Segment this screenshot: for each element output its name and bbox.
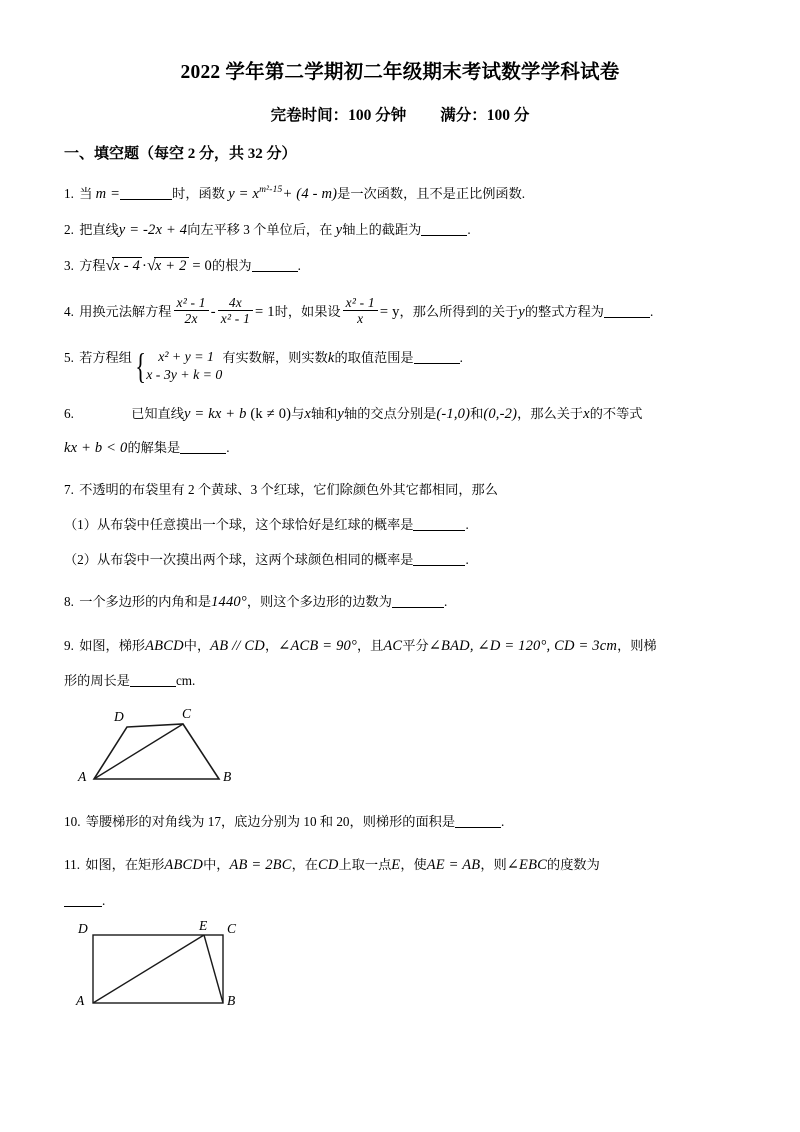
question-6-text-c: 轴和	[311, 405, 338, 421]
question-4	[64, 295, 736, 327]
question-7-sub2-text: （2）从布袋中一次摸出两个球，这两个球颜色相同的概率是	[64, 551, 414, 567]
question-5-text-b: 有实数解，则实数	[222, 350, 328, 366]
question-11-text-d: 上取一点	[338, 856, 392, 872]
question-9-line-1	[64, 635, 736, 657]
question-9	[64, 635, 736, 691]
question-7-sub1-blank[interactable]	[413, 518, 465, 531]
question-7-sub2-period: .	[465, 551, 469, 567]
question-6-math-y: y	[337, 405, 345, 422]
question-6-inequality: kx + b < 0	[64, 439, 128, 456]
q4-equals-one: = 1	[255, 304, 275, 321]
question-9-text-a: 如图，梯形	[79, 637, 146, 653]
question-5-period: .	[459, 350, 463, 366]
q1-fn-base: y = x	[228, 185, 260, 202]
q1-fn-tail: + (4 - m)	[282, 185, 338, 202]
question-9-text-g: 形的周长是	[64, 672, 130, 688]
question-2-number: 2.	[64, 221, 74, 237]
question-5	[64, 347, 736, 385]
question-6-line-2	[64, 437, 736, 459]
question-1-math-function	[228, 186, 337, 202]
exam-duration: 完卷时间：100 分钟	[270, 107, 407, 124]
question-11-line-1	[64, 854, 736, 876]
question-7-stem-text: 不透明的布袋里有 2 个黄球、3 个红球，它们除颜色外其它都相同，那么	[79, 481, 498, 497]
question-9-math-conditions: ∠BAD, ∠D = 120°, CD = 3cm	[428, 637, 618, 654]
question-10-number: 10.	[64, 813, 81, 829]
question-1-text-a: 当	[79, 185, 93, 201]
question-11-period: .	[102, 892, 106, 908]
question-7	[64, 479, 736, 570]
question-9-text-c: ，	[264, 637, 279, 653]
question-11-text-f: ，则	[480, 856, 507, 872]
question-2-text-b: 向左平移 3 个单位后，在	[187, 221, 333, 237]
question-2-text-c: 轴上的截距为	[342, 221, 422, 237]
figure-trapezoid	[64, 707, 264, 797]
question-3-blank[interactable]	[252, 259, 298, 272]
question-6-blank[interactable]	[180, 441, 226, 454]
question-9-math-ac: AC	[383, 637, 403, 654]
q1-fn-exponent: m²-15	[259, 185, 283, 195]
question-6-point-1: (-1,0)	[436, 405, 471, 422]
question-3-text-a: 方程	[79, 257, 106, 273]
question-6-number: 6.	[64, 405, 74, 421]
question-6-math-x: x	[304, 405, 311, 422]
question-11-number: 11.	[64, 856, 80, 872]
question-9-text-b: 中，	[183, 637, 211, 653]
segment-eb	[204, 935, 223, 1003]
q4-fraction-2	[218, 295, 253, 327]
question-5-math-k: k	[327, 350, 335, 367]
rectangle-label-e: E	[199, 917, 208, 933]
question-1-math-m: m =	[95, 185, 121, 202]
question-6-text-f: ，那么关于	[517, 405, 584, 421]
q5-equation-row-2: x - 3y + k = 0	[146, 367, 223, 383]
q4-frac1-denominator: 2x	[174, 310, 209, 327]
q4-equals-y: = y	[379, 304, 400, 321]
question-5-equation-system	[132, 348, 222, 385]
question-5-number: 5.	[64, 350, 74, 366]
question-11-math-e: E	[391, 856, 401, 873]
question-4-equation	[172, 294, 275, 327]
question-3-math	[106, 258, 212, 274]
question-9-math-parallel: AB // CD	[210, 637, 265, 654]
question-2	[64, 219, 736, 241]
question-1-text-c: 是一次函数，且不是正比例函数.	[337, 185, 526, 201]
question-5-blank[interactable]	[414, 351, 460, 364]
question-8-blank[interactable]	[392, 595, 444, 608]
question-8-period: .	[443, 593, 448, 609]
question-9-line-2	[64, 670, 736, 691]
question-6	[64, 403, 736, 459]
question-3	[64, 255, 736, 277]
question-6-text-e: 和	[470, 405, 484, 421]
question-11-text-c: ，在	[291, 856, 318, 872]
question-11-math-angle-ebc: ∠EBC	[506, 856, 548, 873]
question-11-line-2	[64, 890, 736, 911]
question-2-math-y: y	[335, 221, 343, 238]
question-11-math-ab-2bc: AB = 2BC	[229, 856, 292, 873]
question-1	[64, 180, 736, 205]
trapezoid-label-b: B	[223, 768, 232, 784]
question-7-sub-2	[64, 549, 736, 570]
question-6-text-d: 轴的交点分别是	[344, 405, 437, 421]
question-3-period: .	[297, 257, 301, 273]
segment-ae	[93, 935, 204, 1003]
question-6-line-1	[64, 403, 736, 425]
question-7-sub2-blank[interactable]	[413, 553, 465, 566]
question-11-text-a: 如图，在矩形	[85, 856, 165, 872]
question-7-sub1-text: （1）从布袋中任意摸出一个球，这个球恰好是红球的概率是	[64, 516, 414, 532]
question-11-text-e: ，使	[400, 856, 427, 872]
q4-frac1-numerator: x² - 1	[176, 294, 206, 310]
question-3-number: 3.	[64, 257, 74, 273]
question-1-text-b: 时，函数	[172, 185, 225, 201]
question-7-stem	[64, 479, 736, 500]
question-7-sub1-period: .	[465, 516, 469, 532]
question-11-blank[interactable]	[64, 894, 102, 907]
question-11-math-cd: CD	[317, 856, 339, 873]
q3-radicand-1: x - 4	[113, 257, 141, 274]
question-4-text-a: 用换元法解方程	[79, 304, 172, 320]
question-6-point-2: (0,-2)	[483, 405, 518, 422]
question-9-text-f: ，则梯	[617, 637, 657, 653]
question-5-text-c: 的取值范围是	[334, 350, 414, 366]
question-10	[64, 811, 736, 832]
question-4-math-y: y	[518, 304, 525, 321]
q3-radicand-2: x + 2	[154, 257, 187, 274]
q5-system-rows	[146, 348, 222, 385]
q6-line-equation: y = kx + b	[183, 405, 247, 422]
q5-equation-row-1: x² + y = 1	[158, 348, 214, 364]
question-11-math-ae-ab: AE = AB	[426, 856, 481, 873]
rectangle-label-d: D	[78, 920, 88, 936]
q3-radical-2	[147, 255, 188, 277]
question-10-text: 等腰梯形的对角线为 17，底边分别为 10 和 20，则梯形的面积是	[85, 813, 456, 829]
page-title: 2022 学年第二学期初二年级期末考试数学学科试卷	[180, 62, 620, 83]
trapezoid-diagonal-ac	[94, 724, 183, 779]
question-8-text-b: ，则这个多边形的边数为	[246, 593, 392, 609]
q6-k-condition: (k ≠ 0)	[250, 405, 292, 422]
question-4-text-d: 的整式方程为	[524, 304, 604, 320]
question-9-text-d: ，且	[357, 637, 384, 653]
rectangle-label-b: B	[227, 992, 236, 1008]
question-11-math-abcd: ABCD	[164, 856, 204, 873]
figure-rectangle	[64, 919, 264, 1015]
question-1-number: 1.	[64, 185, 74, 201]
question-11	[64, 854, 736, 911]
question-10-period: .	[501, 813, 505, 829]
question-1-blank[interactable]	[120, 187, 172, 200]
q4-fraction-3	[343, 295, 378, 327]
q4-frac3-numerator: x² - 1	[345, 294, 375, 310]
question-5-text-a: 若方程组	[79, 350, 132, 366]
question-4-number: 4.	[64, 304, 74, 320]
question-2-period: .	[467, 221, 471, 237]
question-3-text-b: 的根为	[212, 257, 252, 273]
question-2-text-a: 把直线	[79, 221, 119, 237]
question-9-math-abcd: ABCD	[145, 637, 184, 654]
question-4-period: .	[649, 304, 654, 320]
exam-meta-line	[64, 104, 736, 128]
question-6-period: .	[226, 439, 230, 455]
question-4-text-b: 时，如果设	[274, 304, 341, 320]
question-8	[64, 591, 736, 613]
question-7-number: 7.	[64, 481, 74, 497]
question-8-text-a: 一个多边形的内角和是	[79, 593, 212, 609]
trapezoid-label-a: A	[78, 768, 87, 784]
question-6-text-h: 的解集是	[127, 439, 181, 455]
q3-multiply-dot: ·	[142, 257, 148, 274]
question-6-text-a: 已知直线	[131, 405, 184, 421]
question-8-angle-sum: 1440°	[211, 593, 247, 610]
question-4-text-c: ，那么所得到的关于	[399, 304, 519, 320]
question-9-math-angle-acb: ∠ACB = 90°	[278, 637, 357, 654]
radical-sign-icon: √	[105, 256, 115, 274]
question-6-math-line	[184, 406, 291, 422]
question-4-blank[interactable]	[604, 305, 650, 318]
rectangle-label-a: A	[76, 992, 85, 1008]
question-9-unit: cm.	[175, 672, 196, 688]
q4-frac2-numerator: 4x	[228, 294, 242, 310]
trapezoid-svg	[64, 707, 264, 797]
question-6-text-g: 的不等式	[589, 405, 643, 421]
question-6-text-b: 与	[291, 405, 305, 421]
q3-radical-1	[106, 255, 142, 277]
trapezoid-outline	[94, 724, 219, 779]
q4-frac3-denominator: x	[343, 310, 378, 327]
left-brace-icon: {	[135, 346, 146, 387]
question-11-text-g: 的度数为	[547, 856, 600, 872]
rectangle-label-c: C	[227, 920, 237, 936]
trapezoid-label-d: D	[114, 708, 124, 724]
question-11-text-b: 中，	[203, 856, 230, 872]
q4-fraction-1	[174, 295, 209, 327]
rectangle-outline	[93, 935, 223, 1003]
question-9-number: 9.	[64, 637, 74, 653]
question-10-blank[interactable]	[455, 815, 501, 828]
q4-frac2-denominator: x² - 1	[218, 310, 253, 327]
question-2-blank[interactable]	[421, 223, 467, 236]
question-6-math-x2: x	[583, 405, 590, 422]
question-4-substitution	[341, 294, 400, 327]
question-9-text-e: 平分	[402, 637, 429, 653]
trapezoid-label-c: C	[182, 705, 192, 721]
page-content	[64, 58, 736, 1015]
q3-equals-zero: = 0	[192, 257, 213, 274]
question-8-number: 8.	[64, 593, 74, 609]
question-7-sub-1	[64, 514, 736, 535]
radical-sign-icon: √	[147, 256, 156, 274]
question-2-math-line: y = -2x + 4	[118, 221, 188, 238]
q4-minus-sign: -	[210, 304, 216, 321]
section-title-fill-in-blank: 一、填空题（每空 2 分，共 32 分）	[64, 146, 297, 162]
question-9-blank[interactable]	[130, 674, 176, 687]
exam-total-score: 满分：100 分	[440, 107, 530, 124]
